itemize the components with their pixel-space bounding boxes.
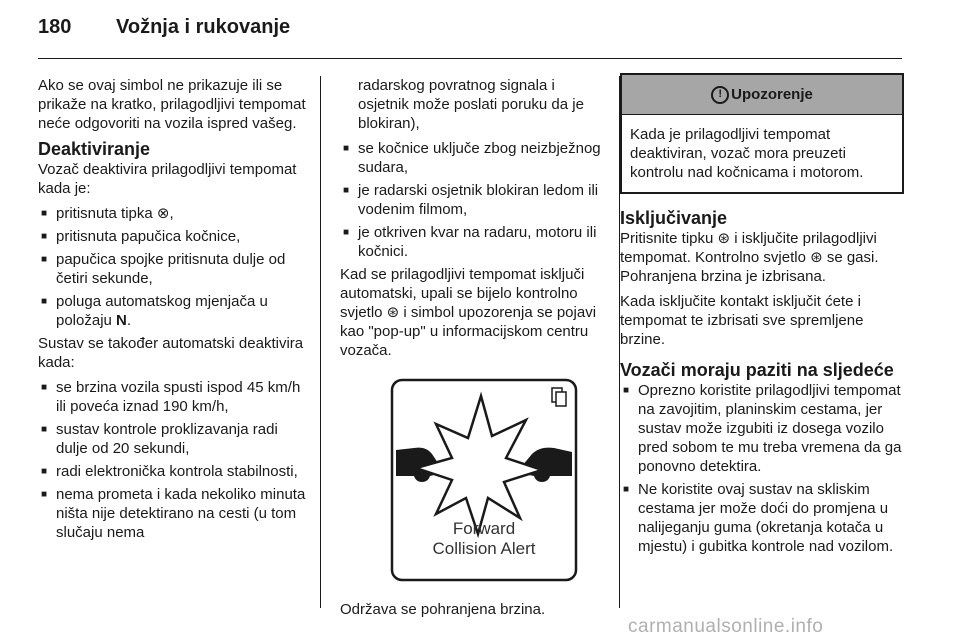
figure-label-line2: Collision Alert <box>432 539 536 558</box>
list-item: ■ poluga automatskog mjenjača u položaju N. <box>38 292 310 330</box>
list-item: ■ papučica spojke pritisnuta dulje od četiri sekunde, <box>38 250 310 288</box>
switch-off-paragraph: Pritisnite tipku ⊛ i isključite prilagodljivi tempomat. Kontrolno svjetlo ⊛ se gasi. Pohranjena brzina je izbrisana. <box>620 230 879 285</box>
auto-deactivation-intro: Sustav se također automatski deaktivira kada: <box>38 335 304 371</box>
ignition-off-paragraph: Kada isključite kontakt isključit ćete i tempomat te izbrisati sve spremljene brzine. <box>620 293 864 348</box>
auto-off-paragraph: Kad se prilagodljivi tempomat isključi automatski, upali se bijelo kontrolno svjetlo ⊛ i simbol upozorenja se pojavi kao "pop-up" u informacijskom centru vozača. <box>340 266 597 359</box>
caution-list <box>620 381 904 556</box>
list-item: ■ Oprezno koristite prilagodljivi tempomat na zavojitim, planinskim cestama, jer sustav može izgubiti iz dosega vozilo pred sobom te mu treba vremena da ga ponovno detektira. <box>620 381 904 476</box>
stored-speed-note: Održava se pohranjena brzina. <box>340 601 546 618</box>
list-item: ■ radi elektronička kontrola stabilnosti, <box>38 462 310 481</box>
warning-icon: ! <box>711 86 729 104</box>
section-heading-switch-off: Isključivanje <box>620 208 728 228</box>
list-item: ■ pritisnuta tipka ⊗, <box>38 204 310 223</box>
list-item: ■ nema prometa i kada nekoliko minuta ništa nije detektirano na cesti (u tom slučaju nema <box>38 485 310 542</box>
list-item: ■ se kočnice uključe zbog neizbježnog sudara, <box>340 139 608 177</box>
warning-text: Kada je prilagodljivi tempomat deaktiviran, vozač mora preuzeti kontrolu nad kočnicama i motorom. <box>630 126 864 181</box>
header-divider <box>38 58 902 59</box>
driver-deactivation-list <box>38 204 310 330</box>
column-right <box>620 76 904 560</box>
list-item: ■ se brzina vozila spusti ispod 45 km/h ili poveća iznad 190 km/h, <box>38 378 310 416</box>
list-item: ■ je radarski osjetnik blokiran ledom ili vodenim filmom, <box>340 181 608 219</box>
section-heading-deactivation: Deaktiviranje <box>38 139 151 159</box>
forward-collision-alert-figure <box>340 374 608 584</box>
warning-title: Upozorenje <box>731 86 813 103</box>
figure-label-line1: Forward <box>452 519 516 538</box>
list-item: ■ je otkriven kvar na radaru, motoru ili kočnici. <box>340 223 608 261</box>
list-item: ■ Ne koristite ovaj sustav na skliskim cestama jer može doći do promjena u nalijeganju guma (okretanja kotača u mjestu) i gubitka kontrole nad vozilom. <box>620 480 904 556</box>
page-title: Vožnja i rukovanje <box>116 16 291 38</box>
intro-paragraph: Ako se ovaj simbol ne prikazuje ili se prikaže na kratko, prilagodljivi tempomat neće odgovoriti na vozila ispred vašeg. <box>38 77 306 132</box>
auto-deactivation-list <box>38 378 310 542</box>
warning-header <box>622 75 902 115</box>
column-middle <box>340 76 608 625</box>
page-number: 180 <box>38 16 72 38</box>
watermark: carmanualsonline.info <box>628 616 824 637</box>
collision-alert-illustration <box>340 374 608 584</box>
auto-deactivation-list-continued <box>340 139 608 261</box>
page-header <box>38 16 922 48</box>
warning-box <box>620 73 904 194</box>
deactivation-intro: Vozač deaktivira prilagodljivi tempomat kada je: <box>38 161 297 197</box>
continued-text: radarskog povratnog signala i osjetnik može poslati poruku da je blokiran), <box>358 77 584 132</box>
section-heading-driver-caution: Vozači moraju paziti na sljedeće <box>620 360 894 380</box>
list-item: ■ pritisnuta papučica kočnice, <box>38 227 310 246</box>
list-item: ■ sustav kontrole proklizavanja radi dulje od 20 sekundi, <box>38 420 310 458</box>
column-left <box>38 76 310 546</box>
column-divider <box>320 76 321 608</box>
